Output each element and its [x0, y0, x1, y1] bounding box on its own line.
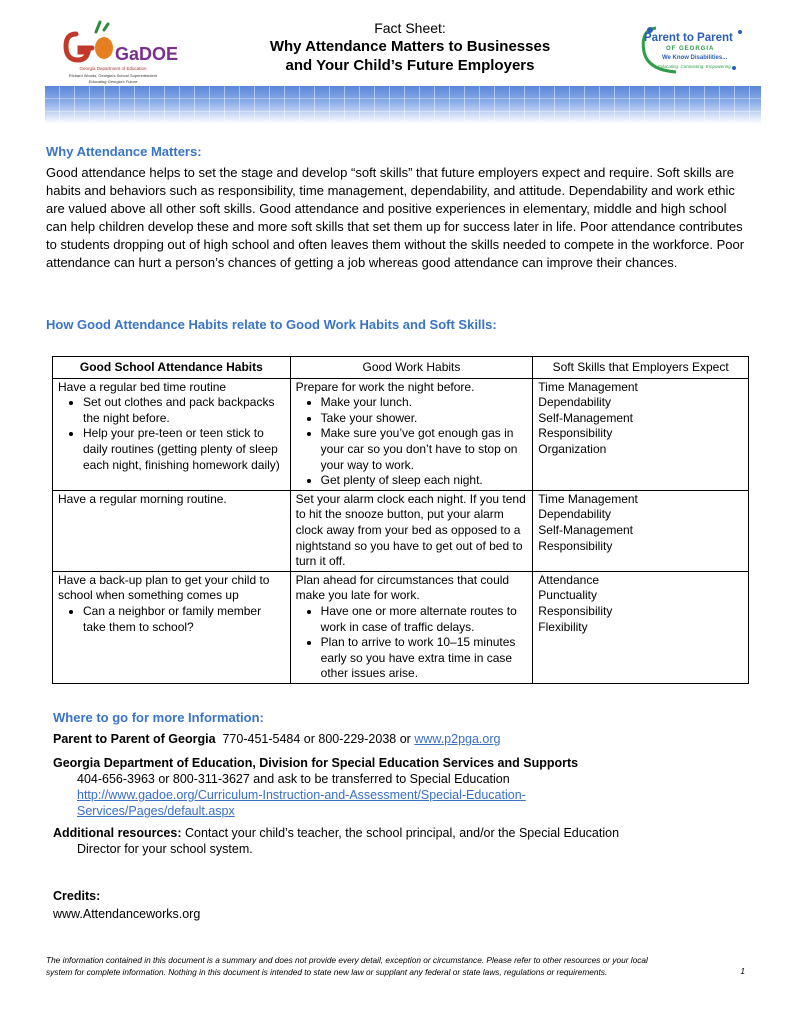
soft-skills-cell: [533, 490, 749, 571]
p2p-resource: [53, 731, 753, 747]
list-item: • Make your lunch.: [321, 395, 528, 411]
work-habit-intro: Plan ahead for circumstances that could make you late for work.: [295, 572, 510, 603]
gadoe-link[interactable]: http://www.gadoe.org/Curriculum-Instruction-and-Assessment/Special-Education-: [77, 788, 526, 802]
how-heading: How Good Attendance Habits relate to Good Work Habits and Soft Skills:: [46, 317, 497, 332]
soft-skill: Flexibility: [538, 619, 588, 634]
gadoe-resource-phone: 404-656-3963 or 800-311-3627 and ask to be transferred to Special Education: [77, 772, 510, 786]
additional-resources-label: Additional resources:: [53, 826, 182, 840]
additional-resources: [53, 825, 753, 857]
soft-skill: Dependability: [538, 507, 611, 522]
school-habit-intro: Have a regular morning routine.: [58, 491, 227, 506]
list-item: • Set out clothes and pack backpacks the night before.: [83, 395, 285, 426]
work-habit-cell: [290, 571, 533, 683]
table-row: [53, 571, 749, 683]
list-item: • Take your shower.: [321, 411, 528, 427]
work-habit-list: [296, 395, 528, 489]
p2p-logo-tagline: We Know Disabilities...: [662, 55, 728, 61]
credits-label: Credits:: [53, 889, 101, 903]
credits: [53, 887, 200, 923]
soft-skills-cell: [533, 378, 749, 490]
column-header: Good Work Habits: [290, 357, 533, 379]
school-habit-cell: [53, 571, 291, 683]
list-item: • Have one or more alternate routes to work in case of traffic delays.: [321, 604, 528, 635]
list-item: • Make sure you’ve got enough gas in your car so you don’t have to stop on your way to work.: [321, 426, 528, 473]
why-paragraph: Good attendance helps to set the stage and develop “soft skills” that future employers expect and require. Soft skills are habits and behaviors such as responsibility, time management, dependability, and attitude. Dependability and work ethic are valued above all other soft skills. Good attendance and positive experiences in elementary, middle and high school can help children develop these and more soft skills that set them up for success later in life. Poor attendance contributes to students dropping out of high school and often leaves them without the skills needed to compete in the workforce. Poor attendance can hurt a person’s chances of getting a job whereas good attendance can improve their chances.: [46, 165, 745, 270]
table-header-row: [53, 357, 749, 379]
list-item: • Plan to arrive to work 10–15 minutes early so you have extra time in case other issues arise.: [321, 635, 528, 682]
title-line-1: Fact Sheet:: [374, 20, 446, 36]
soft-skill: Responsibility: [538, 538, 613, 553]
work-habit-list: [296, 604, 528, 682]
table-row: [53, 378, 749, 490]
gadoe-logo-subtag: Educating Georgia’s Future: [88, 79, 138, 84]
soft-skill: Organization: [538, 441, 607, 456]
work-habit-intro: Prepare for work the night before.: [295, 379, 475, 394]
school-habit-list: [58, 395, 285, 473]
header-banner: [45, 86, 761, 124]
gadoe-link-continued[interactable]: Services/Pages/default.aspx: [77, 804, 235, 818]
parent-to-parent-logo: [636, 22, 750, 84]
p2p-resource-name: Parent to Parent of Georgia: [53, 732, 216, 746]
work-habit-cell: [290, 490, 533, 571]
school-habit-cell: [53, 490, 291, 571]
gadoe-resource: [53, 755, 753, 819]
list-item: • Get plenty of sleep each night.: [321, 473, 528, 489]
additional-resources-text-continued: Director for your school system.: [77, 842, 253, 856]
gadoe-logo-tagline: Richard Woods, Georgia’s School Superintendent: [68, 73, 158, 78]
credits-source: www.Attendanceworks.org: [53, 907, 201, 921]
school-habit-intro: Have a back-up plan to get your child to school when something comes up: [58, 572, 270, 603]
page-number: 1: [740, 966, 745, 976]
soft-skill: Time Management: [538, 491, 638, 506]
school-habit-intro: Have a regular bed time routine: [58, 379, 227, 394]
gadoe-resource-name: Georgia Department of Education, Division for Special Education Services and Supports: [53, 756, 579, 770]
gadoe-logo-subtitle: Georgia Department of Education: [79, 66, 147, 71]
soft-skill: Self-Management: [538, 522, 633, 537]
soft-skill: Time Management: [538, 379, 638, 394]
column-header: Good School Attendance Habits: [53, 357, 291, 379]
p2p-logo-state: OF GEORGIA: [666, 46, 715, 52]
p2p-link[interactable]: www.p2pga.org: [414, 732, 501, 746]
gadoe-logo: [58, 20, 179, 94]
soft-skill: Responsibility: [538, 603, 613, 618]
column-header: Soft Skills that Employers Expect: [533, 357, 749, 379]
why-heading: Why Attendance Matters:: [46, 144, 202, 159]
where-heading: Where to go for more Information:: [53, 710, 264, 725]
list-item: • Help your pre-teen or teen stick to daily routines (getting plenty of sleep each night, finishing homework daily): [83, 426, 285, 473]
table-row: [53, 490, 749, 571]
gadoe-logo-text: GaDOE: [115, 44, 179, 64]
soft-skill: Self-Management: [538, 410, 633, 425]
p2p-resource-phone: 770-451-5484 or 800-229-2038 or: [222, 732, 411, 746]
header-title: [200, 20, 620, 75]
title-line-2: Why Attendance Matters to Businesses: [269, 38, 551, 55]
soft-skill: Responsibility: [538, 426, 613, 441]
soft-skill: Punctuality: [538, 588, 597, 603]
habits-table: [52, 356, 749, 684]
footer-line-2: system for complete information. Nothing in this document is intended to state new law or supplant any federal or state laws, regulations or requirements.: [46, 967, 608, 977]
school-habit-cell: [53, 378, 291, 490]
footer-line-1: The information contained in this document is a summary and does not provide every detail, exception or circumstance. Please refer to other resources or your local: [46, 955, 648, 965]
p2p-logo-subtag: Educating. Connecting. Empowering.: [658, 64, 733, 69]
footer-disclaimer: [46, 954, 752, 978]
work-habit-cell: [290, 378, 533, 490]
work-habit-intro: Set your alarm clock each night. If you tend to hit the snooze button, put your alarm clock away from your bed as opposed to a nightstand so you have to get out of bed to turn it off.: [295, 491, 526, 569]
soft-skill: Attendance: [538, 572, 599, 587]
p2p-logo-name: Parent to Parent: [644, 32, 733, 44]
school-habit-list: [58, 604, 285, 635]
soft-skill: Dependability: [538, 395, 611, 410]
soft-skills-cell: [533, 571, 749, 683]
list-item: • Can a neighbor or family member take them to school?: [83, 604, 285, 635]
additional-resources-text: Contact your child’s teacher, the school principal, and/or the Special Education: [184, 826, 620, 840]
title-line-3: and Your Child’s Future Employers: [285, 57, 535, 74]
